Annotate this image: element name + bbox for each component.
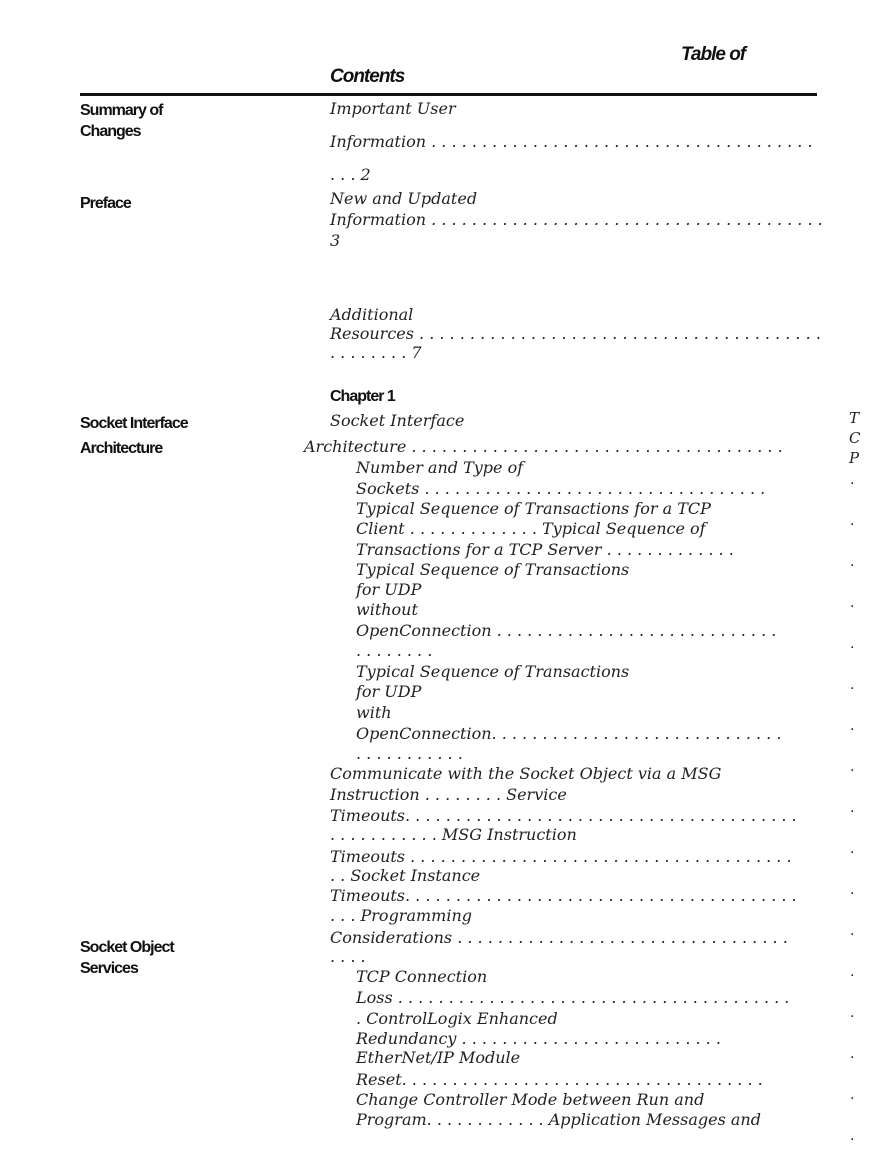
side-letter-p: P xyxy=(849,449,860,467)
toc-entry-considerations[interactable]: Considerations . . . . . . . . . . . . . . . . . . . . . . . . . . . . . . . . . xyxy=(330,928,788,947)
toc-entry-ethernet-ip-module[interactable]: EtherNet/IP Module xyxy=(356,1048,521,1067)
toc-entry-tcp-server[interactable]: Transactions for a TCP Server . . . . . . . . . . . . . xyxy=(356,540,734,559)
toc-entry-controllogix-redundancy[interactable]: . ControlLogix Enhanced xyxy=(356,1009,558,1028)
toc-entry-udp-with-1[interactable]: Typical Sequence of Transactions xyxy=(356,662,630,681)
toc-entry-tcp-connection[interactable]: TCP Connection xyxy=(356,967,488,986)
toc-entry-openconnection-leader-2[interactable]: OpenConnection. . . . . . . . . . . . . . . . . . . . . . . . . . . . . xyxy=(356,724,782,743)
section-socket-interface-architecture: Socket Interface Architecture xyxy=(80,415,188,457)
side-dot: . xyxy=(850,513,855,529)
toc-entry-socket-interface[interactable]: Socket Interface xyxy=(330,411,465,430)
toc-entry-sockets-leader[interactable]: Sockets . . . . . . . . . . . . . . . . . . . . . . . . . . . . . . . . . . xyxy=(356,479,766,498)
toc-entry-udp-without-2[interactable]: for UDP xyxy=(356,580,422,599)
toc-entry-openconnection-leader[interactable]: OpenConnection . . . . . . . . . . . . . . . . . . . . . . . . . . . . xyxy=(356,621,777,640)
toc-entry-udp-with-3[interactable]: with xyxy=(356,703,392,722)
toc-entry-information-leader[interactable]: Information . . . . . . . . . . . . . . . . . . . . . . . . . . . . . . . . . . . . . . xyxy=(330,132,813,151)
toc-entry-programming[interactable]: . . . Programming xyxy=(330,906,472,925)
toc-entry-additional[interactable]: Additional xyxy=(330,305,414,324)
header-rule xyxy=(80,93,817,96)
toc-entry-client-leader[interactable]: Client . . . . . . . . . . . . . Typical Sequence of xyxy=(356,519,706,538)
side-dot: . xyxy=(850,718,855,734)
side-dot: . xyxy=(850,677,855,693)
toc-entry-timeouts-2[interactable]: Timeouts . . . . . . . . . . . . . . . . . . . . . . . . . . . . . . . . . . . . . . xyxy=(330,847,792,866)
toc-entry-udp-without-1[interactable]: Typical Sequence of Transactions xyxy=(356,560,630,579)
side-dot: . xyxy=(850,554,855,570)
toc-entry-page-7[interactable]: . . . . . . . . 7 xyxy=(330,343,422,362)
toc-entry-resources-leader[interactable]: Resources . . . . . . . . . . . . . . . . . . . . . . . . . . . . . . . . . . . . . . . . xyxy=(330,324,821,343)
side-letter-c: C xyxy=(849,429,861,447)
toc-entry-msg-instruction[interactable]: Communicate with the Socket Object via a MSG xyxy=(330,764,722,783)
side-dot: . xyxy=(850,800,855,816)
side-dot: . xyxy=(850,1087,855,1103)
section-summary-of-changes: Summary of Changes xyxy=(80,102,163,140)
side-dot: . xyxy=(850,1046,855,1062)
side-letter-t: T xyxy=(849,409,860,427)
section-socket-object-services: Socket Object Services xyxy=(80,939,174,977)
side-dot: . xyxy=(850,923,855,939)
toc-entry-timeouts-3[interactable]: Timeouts. . . . . . . . . . . . . . . . . . . . . . . . . . . . . . . . . . . . . . . xyxy=(330,886,797,905)
toc-title-line2: Contents xyxy=(330,66,405,87)
toc-entry-important-user[interactable]: Important User xyxy=(330,99,456,118)
side-dot: . xyxy=(850,1128,855,1144)
toc-entry-redundancy-leader[interactable]: Redundancy . . . . . . . . . . . . . . . . . . . . . . . . . . xyxy=(356,1029,721,1048)
toc-entry-timeouts-1[interactable]: Timeouts. . . . . . . . . . . . . . . . . . . . . . . . . . . . . . . . . . . . . . . xyxy=(330,806,797,825)
toc-entry-information-leader[interactable]: Information . . . . . . . . . . . . . . . . . . . . . . . . . . . . . . . . . . . . . . . xyxy=(330,210,823,229)
toc-entry-udp-with-2[interactable]: for UDP xyxy=(356,682,422,701)
toc-entry-reset-leader[interactable]: Reset. . . . . . . . . . . . . . . . . . . . . . . . . . . . . . . . . . . . xyxy=(356,1070,763,1089)
side-dot: . xyxy=(850,964,855,980)
toc-entry-leader-cont-2[interactable]: . . . . . . . . . . . xyxy=(356,744,463,763)
side-dot: . xyxy=(850,841,855,857)
toc-entry-number-and-type[interactable]: Number and Type of xyxy=(356,458,524,477)
toc-entry-loss-leader[interactable]: Loss . . . . . . . . . . . . . . . . . . . . . . . . . . . . . . . . . . . . . . . xyxy=(356,988,790,1007)
section-preface: Preface xyxy=(80,195,131,212)
side-dot: . xyxy=(850,636,855,652)
toc-entry-page-3[interactable]: 3 xyxy=(330,231,341,250)
toc-entry-new-and-updated[interactable]: New and Updated xyxy=(330,189,478,208)
toc-entry-architecture-leader[interactable]: Architecture . . . . . . . . . . . . . . . . . . . . . . . . . . . . . . . . . . . . . xyxy=(304,437,783,456)
toc-entry-leader-cont-3[interactable]: . . . . xyxy=(330,947,366,966)
toc-entry-leader-cont[interactable]: . . . . . . . . xyxy=(356,641,433,660)
toc-entry-change-controller-mode[interactable]: Change Controller Mode between Run and xyxy=(356,1090,705,1109)
chapter-label: Chapter 1 xyxy=(330,388,395,405)
side-dot: . xyxy=(850,1005,855,1021)
toc-entry-socket-instance[interactable]: . . Socket Instance xyxy=(330,866,481,885)
toc-entry-page-2[interactable]: . . . 2 xyxy=(330,165,371,184)
toc-entry-udp-without-3[interactable]: without xyxy=(356,600,418,619)
toc-title-line1: Table of xyxy=(681,44,746,65)
toc-entry-program-application-messages[interactable]: Program. . . . . . . . . . . . Application Messages and xyxy=(356,1110,761,1129)
toc-entry-instruction-service[interactable]: Instruction . . . . . . . . Service xyxy=(330,785,567,804)
side-dot: . xyxy=(850,595,855,611)
side-dot: . xyxy=(850,759,855,775)
toc-entry-msg-instruction-timeouts[interactable]: . . . . . . . . . . . MSG Instruction xyxy=(330,825,577,844)
side-dot: . xyxy=(850,472,855,488)
side-dot: . xyxy=(850,882,855,898)
toc-entry-tcp-client[interactable]: Typical Sequence of Transactions for a TCP xyxy=(356,499,711,518)
